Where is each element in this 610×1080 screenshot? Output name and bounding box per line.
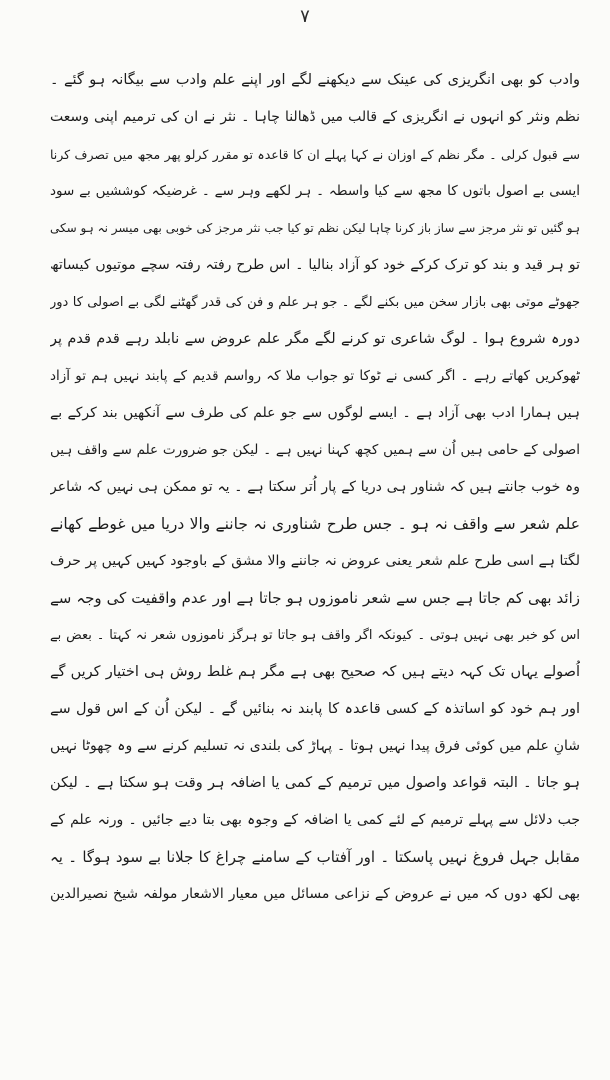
text-line: شانِ علم میں کوئی فرق پیدا نہیں ہوتا ۔ پہاڑ کی بلندی نہ تسلیم کرنے سے وہ چھوٹا نہیں [50,738,580,754]
text-line: ہو جاتا ۔ البتہ قواعد واصول میں ترمیم کے کمی یا اضافہ ہر وقت ہو سکتا ہے ۔ لیکن [50,775,580,791]
text-line: بھی لکھ دوں کہ میں نے عروض کے نزاعی مسائل میں معیار الاشعار مولفہ شیخ نصیرالدین [50,886,580,902]
text-line: مقابل جہل فروغ نہیں پاسکتا ۔ اور آفتاب کے سامنے چراغ کا جلانا بے سود ہوگا ۔ یہ [50,848,580,866]
text-line: اُصولے یہاں تک کہہ دیتے ہیں کہ صحیح بھی ہے مگر ہم غلط روش ہی اختیار کریں گے [50,664,580,680]
text-line: ٹھوکریں کھاتے رہے ۔ اگر کسی نے ٹوکا تو جواب ملا کہ رواسم قدیم کے پابند نہیں ہم تو آزاد [50,368,580,384]
text-line: جب دلائل سے پہلے ترمیم کے لئے کمی یا اضافہ کے وجوہ بھی بتا دیے جائیں ۔ ورنہ علم کے [50,812,580,828]
text-line: اور ہم خود کو اساتذہ کے کسی قاعدہ کا پابند نہ بنائیں گے ۔ لیکن اُن کے اس قول سے [50,701,580,717]
text-line: ہیں ہمارا ادب بھی آزاد ہے ۔ ایسے لوگوں سے جو علم کی طرف سے آنکھیں بند کرکے بے [50,405,580,421]
text-line: لگتا ہے اسی طرح علم شعر یعنی عروض نہ جاننے والا مشق کے باوجود کہیں کہیں پر حرف [50,553,580,569]
text-line: اصولی کے حامی ہیں اُن سے ہمیں کچھ کہنا نہیں ہے ۔ لیکن جو ضرورت علم سے واقف ہیں [50,442,580,458]
text-line: وادب کو بھی انگریزی کی عینک سے دیکھنے لگے اور اپنے علم وادب سے بیگانہ ہو گئے ۔ [50,72,580,88]
text-line: جھوٹے موتی بھی بازار سخن میں بکنے لگے ۔ جو ہر علم و فن کی قدر گھٹنے لگی بے اصولی کا دور [50,295,580,310]
text-line: ایسی بے اصول باتوں کا مجھ سے کیا واسطہ ۔ ہر لکھے وہر سے ۔ غرضیکہ کوششیں بے سود [50,183,580,199]
text-line: زائد بھی کم جاتا ہے جس سے شعر ناموزوں ہو جاتا ہے اور عدم واقفیت کی وجہ سے [50,589,580,607]
text-line: تو ہر قید و بند کو ترک کرکے خود کو آزاد بنالیا ۔ اس طرح رفتہ رفتہ سچے موتیوں کیساتھ [50,257,580,273]
urdu-text-body [50,62,580,913]
text-line: اس کو خبر بھی نہیں ہوتی ۔ کیونکہ اگر واقف ہو جاتا تو ہرگز ناموزوں شعر نہ کہتا ۔ بعض بے [50,628,580,643]
page-number: ۷ [300,6,310,27]
text-line: وہ خوب جانتے ہیں کہ شناور ہی دریا کے پار اُتر سکتا ہے ۔ یہ تو ممکن ہی نہیں کہ شاعر [50,479,580,495]
text-line: ہو گئیں تو نثر مرجز سے ساز باز کرنا چاہا لیکن نظم تو کیا جب نثر مرجز کی خوبی بھی میسر نہ ہو سکی [50,221,580,235]
text-line: علم شعر سے واقف نہ ہو ۔ جس طرح شناوری نہ جاننے والا دریا میں غوطے کھانے [50,515,580,533]
text-line: نظم ونثر کو انہوں نے انگریزی کے قالب میں ڈھالنا چاہا ۔ نثر نے ان کی ترمیم اپنی وسعت [50,109,580,125]
text-line: دورہ شروع ہوا ۔ لوگ شاعری تو کرنے لگے مگر علم عروض سے نابلد رہے قدم قدم پر [50,331,580,347]
text-line: سے قبول کرلی ۔ مگر نظم کے اوزان نے کہا پہلے ان کا قاعدہ تو مقرر کرلو پھر مجھ میں تصرف کرنا [50,147,580,162]
